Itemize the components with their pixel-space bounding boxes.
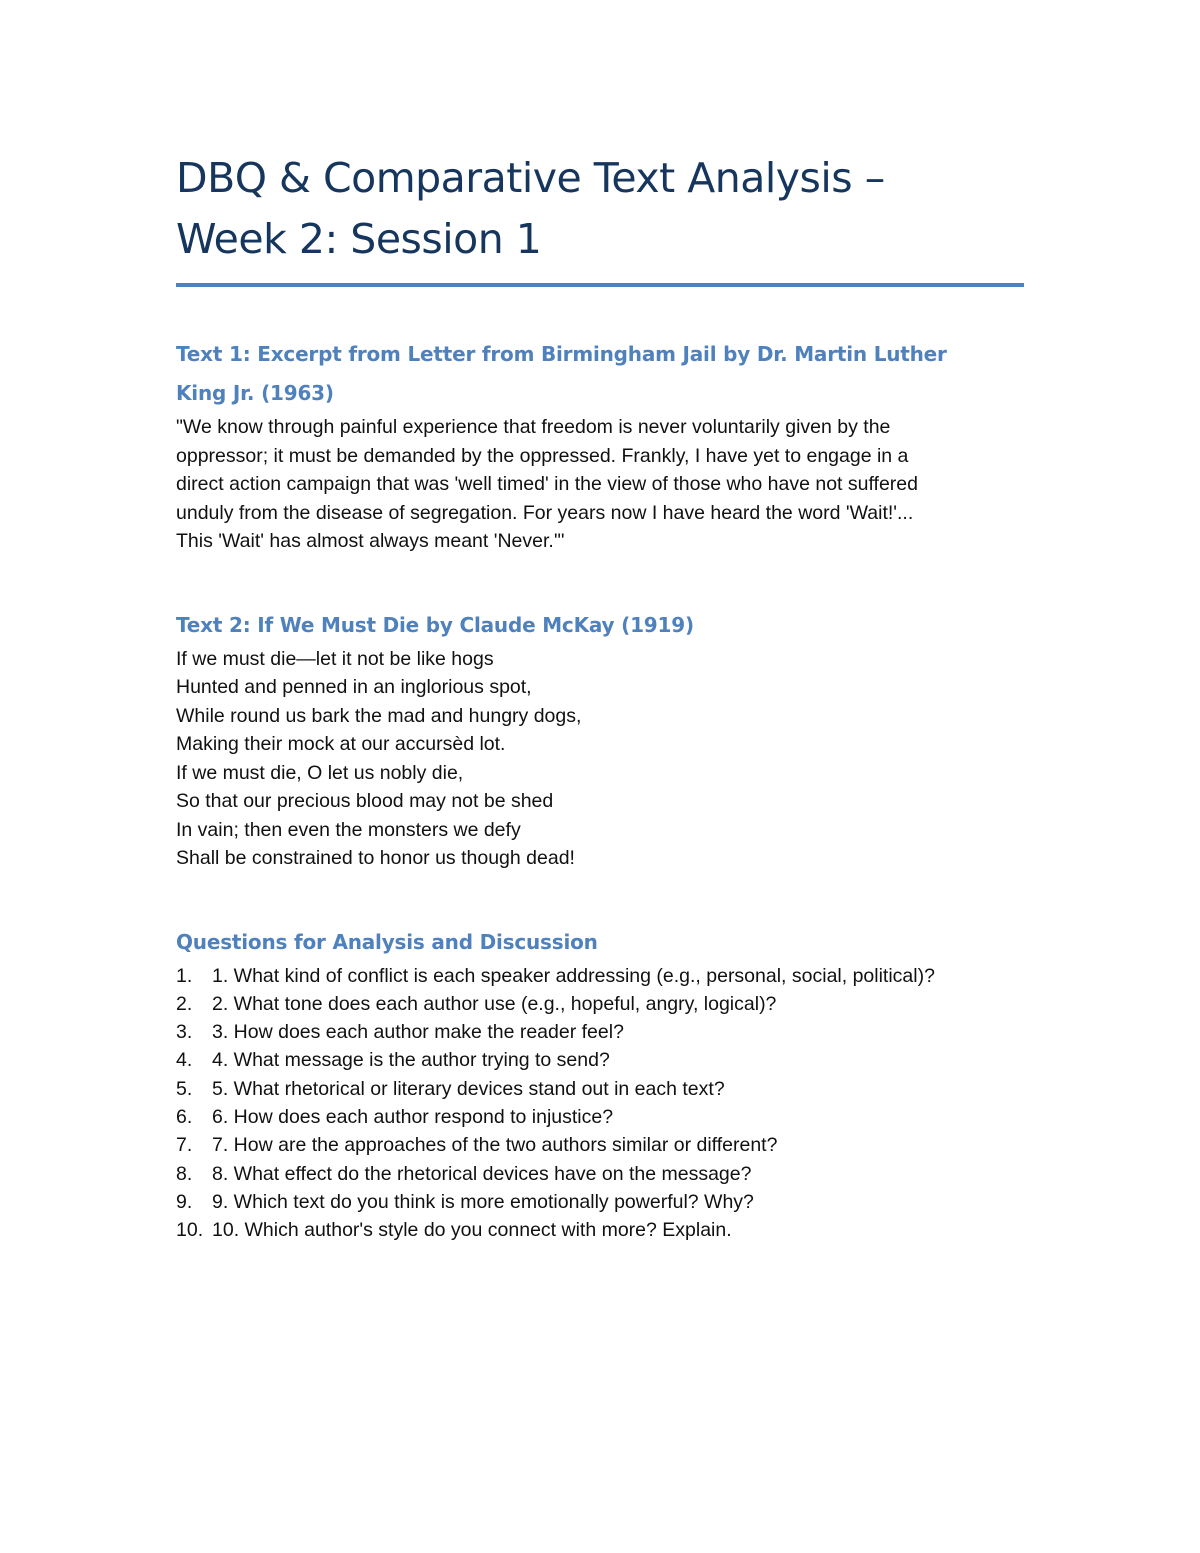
title-underline-rule <box>176 283 1024 287</box>
text-2-heading: Text 2: If We Must Die by Claude McKay (1919) <box>176 612 694 637</box>
text-1-section <box>176 335 1024 556</box>
excerpt-line: "We know through painful experience that freedom is never voluntarily given by the <box>176 416 891 438</box>
excerpt-line: oppressor; it must be demanded by the oppressed. Frankly, I have yet to engage in a <box>176 444 909 467</box>
questions-heading: Questions for Analysis and Discussion <box>176 929 598 954</box>
poem-line: Shall be constrained to honor us though dead! <box>176 847 575 869</box>
question-text: 8. What effect do the rhetorical devices have on the message? <box>212 1162 752 1185</box>
poem-line: If we must die, O let us nobly die, <box>176 761 464 784</box>
question-number: 6. <box>176 1105 193 1128</box>
poem-line: If we must die—let it not be like hogs <box>176 647 494 670</box>
question-number: 8. <box>176 1162 193 1185</box>
question-text: 2. What tone does each author use (e.g., hopeful, angry, logical)? <box>212 992 777 1015</box>
question-number: 1. <box>176 964 193 987</box>
question-text: 5. What rhetorical or literary devices stand out in each text? <box>212 1077 725 1100</box>
question-item <box>176 1216 1024 1244</box>
question-number: 5. <box>176 1077 193 1100</box>
question-number: 7. <box>176 1134 193 1157</box>
poem-line: Making their mock at our accursèd lot. <box>176 733 506 755</box>
question-number: 9. <box>176 1190 193 1213</box>
questions-section <box>176 923 1024 1245</box>
excerpt-line: direct action campaign that was 'well timed' in the view of those who have not suffered <box>176 473 918 495</box>
text-2-section <box>176 606 1024 873</box>
question-item <box>176 1188 1024 1216</box>
question-number: 3. <box>176 1021 193 1044</box>
question-text: 4. What message is the author trying to send? <box>212 1049 610 1072</box>
questions-list <box>176 962 1024 1245</box>
question-item <box>176 1075 1024 1103</box>
question-number: 4. <box>176 1049 193 1072</box>
document-page <box>176 148 1024 1244</box>
document-title <box>176 148 1024 270</box>
question-item <box>176 1046 1024 1074</box>
poem-line: So that our precious blood may not be shed <box>176 790 554 812</box>
poem-line: Hunted and penned in an inglorious spot, <box>176 676 532 698</box>
question-item <box>176 1018 1024 1046</box>
title-line-2: Week 2: Session 1 <box>176 215 542 263</box>
question-item <box>176 990 1024 1018</box>
question-item <box>176 1103 1024 1131</box>
title-line-1: DBQ & Comparative Text Analysis – <box>176 154 885 202</box>
question-item <box>176 962 1024 990</box>
question-text: 7. How are the approaches of the two authors similar or different? <box>212 1134 778 1157</box>
question-text: 10. Which author's style do you connect with more? Explain. <box>212 1219 732 1242</box>
question-text: 3. How does each author make the reader feel? <box>212 1021 624 1044</box>
text-2-poem <box>176 645 1024 873</box>
question-number: 10. <box>176 1219 204 1242</box>
question-text: 6. How does each author respond to injustice? <box>212 1105 614 1128</box>
excerpt-line: unduly from the disease of segregation. For years now I have heard the word 'Wait!'... <box>176 501 914 524</box>
text-1-heading <box>176 335 1024 413</box>
excerpt-line: This 'Wait' has almost always meant 'Never.'" <box>176 530 565 552</box>
text-1-heading-line-2: King Jr. (1963) <box>176 381 334 405</box>
text-1-heading-line-1: Text 1: Excerpt from Letter from Birmingham Jail by Dr. Martin Luther <box>176 342 947 366</box>
poem-line: While round us bark the mad and hungry dogs, <box>176 704 582 727</box>
question-item <box>176 1160 1024 1188</box>
question-text: 1. What kind of conflict is each speaker addressing (e.g., personal, social, political)? <box>212 964 935 987</box>
question-text: 9. Which text do you think is more emotionally powerful? Why? <box>212 1190 754 1213</box>
question-number: 2. <box>176 992 193 1015</box>
text-1-excerpt <box>176 413 1024 556</box>
poem-line: In vain; then even the monsters we defy <box>176 818 521 841</box>
question-item <box>176 1131 1024 1159</box>
